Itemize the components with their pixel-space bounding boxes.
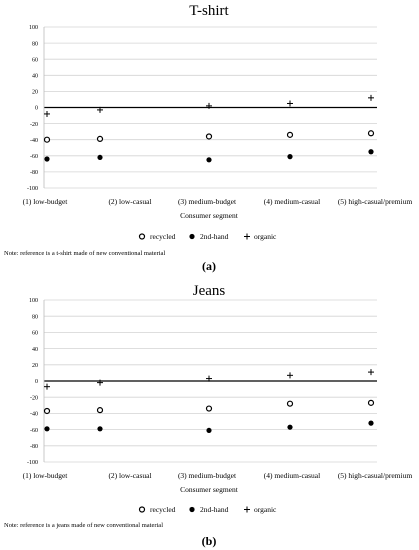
point-recycled [369, 400, 374, 405]
point-recycled [288, 132, 293, 137]
y-tick-label: -60 [30, 154, 38, 160]
point-2nd-hand [44, 426, 49, 431]
legend-marker-organic [244, 234, 250, 240]
chart-title: Jeans [192, 283, 226, 299]
legend-label: 2nd-hand [200, 232, 229, 241]
point-2nd-hand [206, 428, 211, 433]
chart-panel-1 [4, 3, 412, 273]
legend-marker-organic [244, 507, 250, 513]
y-tick-label: -100 [27, 460, 38, 467]
x-tick-label: (5) high-casual/premium [337, 197, 413, 206]
point-2nd-hand [368, 421, 373, 426]
legend-marker-recycled [140, 507, 145, 512]
panel-label: (a) [202, 259, 216, 273]
point-organic [368, 95, 374, 101]
y-tick-label: 20 [32, 363, 38, 369]
x-axis-label: Consumer segment [180, 485, 238, 494]
y-tick-label: -20 [30, 121, 38, 128]
y-tick-label: -80 [30, 444, 38, 450]
x-tick-label: (3) medium-budget [177, 471, 237, 480]
y-tick-label: 40 [32, 73, 38, 80]
point-2nd-hand [44, 156, 49, 161]
y-tick-label: -20 [30, 395, 38, 402]
point-recycled [45, 137, 50, 142]
point-2nd-hand [287, 425, 292, 430]
y-tick-label: -60 [30, 427, 38, 434]
point-organic [287, 372, 293, 378]
y-tick-label: 0 [35, 379, 38, 386]
y-tick-label: 80 [32, 314, 38, 321]
point-2nd-hand [287, 154, 292, 159]
x-tick-label: (1) low-budget [22, 471, 68, 480]
point-organic [368, 369, 374, 375]
chart-panel-2 [4, 283, 412, 548]
point-recycled [45, 408, 50, 413]
legend-label: organic [254, 232, 277, 241]
x-tick-label: (2) low-casual [108, 471, 152, 480]
x-tick-label: (4) medium-casual [263, 197, 321, 206]
legend [140, 232, 278, 241]
chart-note: Note: reference is a jeans made of new conventional material [4, 522, 163, 529]
y-tick-label: 60 [32, 330, 38, 337]
point-recycled [369, 131, 374, 136]
point-2nd-hand [368, 149, 373, 154]
x-axis-label: Consumer segment [180, 211, 238, 220]
legend-marker-2nd-hand [189, 234, 194, 239]
y-tick-label: -40 [30, 137, 38, 144]
point-recycled [98, 408, 103, 413]
point-recycled [207, 406, 212, 411]
y-tick-label: 0 [35, 105, 38, 112]
y-tick-label: 100 [29, 25, 38, 32]
y-tick-label: -40 [30, 411, 38, 418]
legend-marker-2nd-hand [189, 507, 194, 512]
legend-marker-recycled [140, 234, 145, 239]
y-tick-label: 60 [32, 57, 38, 64]
y-tick-label: 40 [32, 346, 38, 353]
legend-label: recycled [150, 232, 176, 241]
x-tick-label: (4) medium-casual [263, 471, 321, 480]
legend-label: recycled [150, 505, 176, 514]
legend-label: 2nd-hand [200, 505, 229, 514]
y-tick-label: 80 [32, 41, 38, 48]
y-tick-label: 20 [32, 89, 38, 96]
point-organic [44, 111, 50, 117]
x-tick-label: (5) high-casual/premium [337, 471, 413, 480]
x-tick-label: (2) low-casual [108, 197, 152, 206]
point-recycled [207, 134, 212, 139]
point-recycled [98, 136, 103, 141]
y-tick-label: -80 [30, 170, 38, 177]
point-2nd-hand [97, 155, 102, 160]
legend-label: organic [254, 505, 277, 514]
point-2nd-hand [97, 426, 102, 431]
panel-label: (b) [201, 534, 217, 548]
x-tick-label: (3) medium-budget [177, 197, 237, 206]
point-2nd-hand [206, 157, 211, 162]
point-organic [287, 100, 293, 106]
y-tick-label: 100 [29, 298, 38, 305]
x-tick-label: (1) low-budget [22, 197, 68, 206]
y-tick-label: -100 [27, 186, 38, 193]
chart-title: T-shirt [189, 3, 229, 19]
point-organic [44, 384, 50, 390]
point-recycled [288, 401, 293, 406]
legend [140, 505, 278, 514]
chart-note: Note: reference is a t-shirt made of new conventional material [4, 250, 166, 257]
